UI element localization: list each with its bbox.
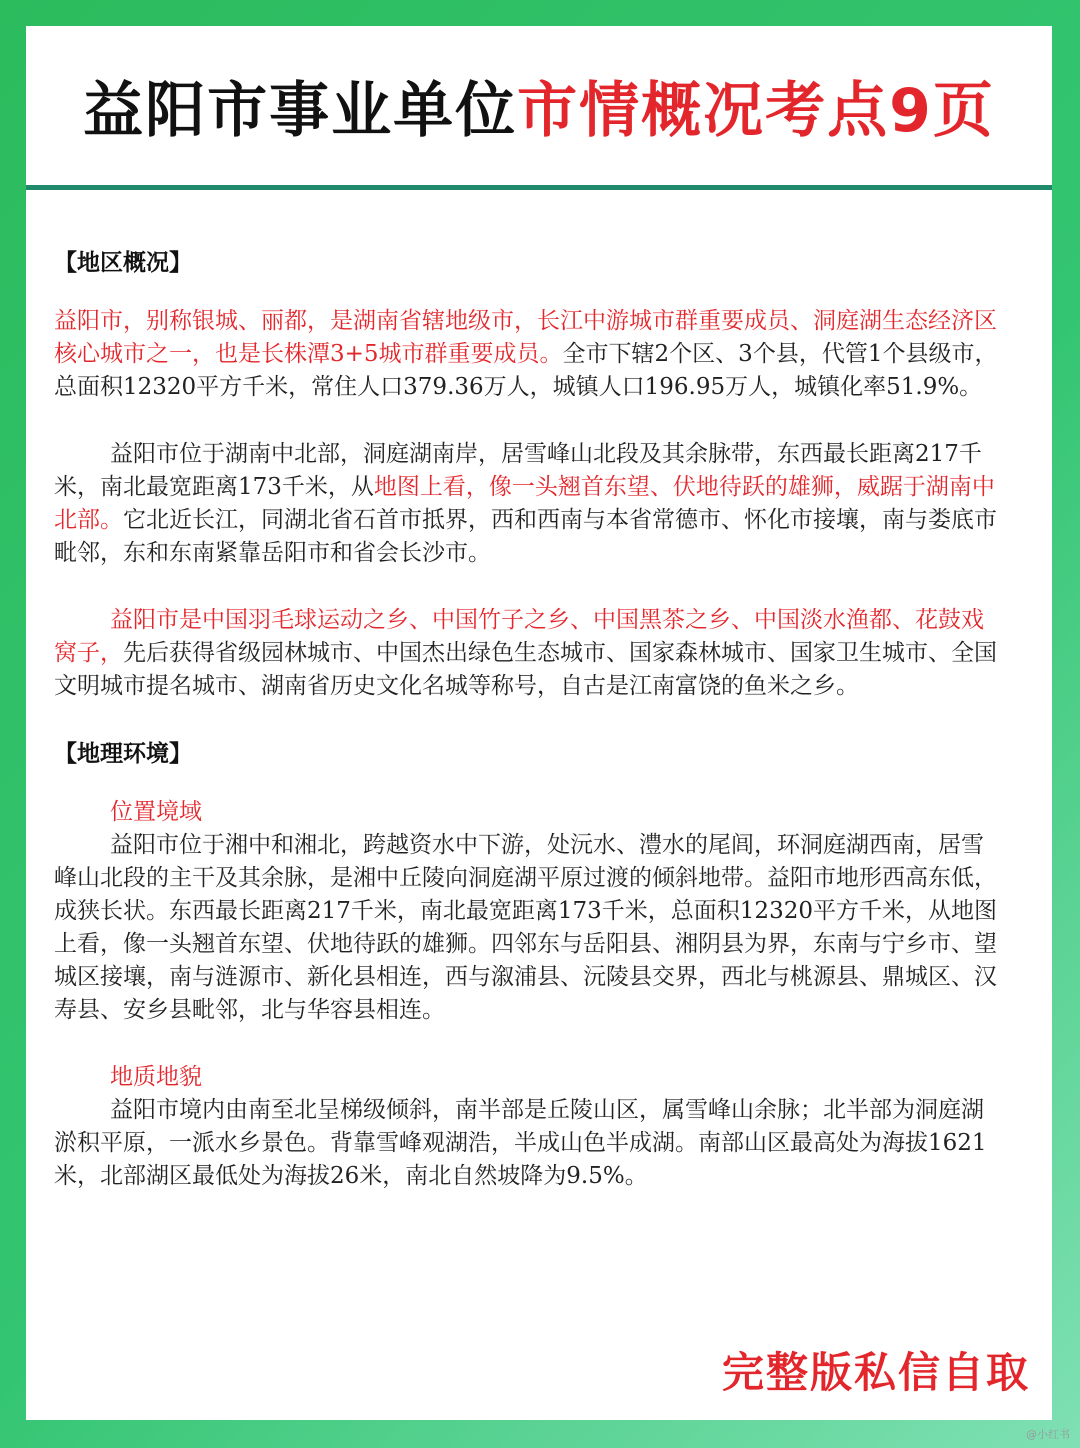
subheading-location: 位置境域	[110, 799, 202, 825]
article-body	[54, 226, 998, 1227]
paragraph-overview-3	[54, 604, 998, 703]
highlight-text: 益阳市是中国羽毛球运动之乡、中国竹子之乡、中国黑茶之乡、中国淡水渔都、花鼓戏窝子，	[54, 607, 984, 666]
title-main: 益阳市事业单位	[83, 75, 518, 146]
watermark: @小红书	[1026, 1428, 1070, 1441]
paragraph-landform: 益阳市境内由南至北呈梯级倾斜，南半部是丘陵山区，属雪峰山余脉；北半部为洞庭湖淤积平原，一派水乡景色。背靠雪峰观湖浩，半成山色半成湖。南部山区最高处为海拔1621米，北部湖区最低处为海拔26米，南北自然坡降为9.5%。	[54, 1097, 987, 1189]
highlight-text: 地图上看，像一头翘首东望、伏地待跃的雄狮，威踞于湖南中北部。	[54, 474, 995, 533]
section-heading-geography: 【地理环境】	[54, 740, 192, 767]
title-highlight: 市情概况考点9页	[517, 75, 995, 146]
body-text: 它北近长江，同湖北省石首市抵界，西和西南与本省常德市、怀化市接壤，南与娄底市毗邻，东和东南紧靠岳阳市和省会长沙市。	[54, 507, 997, 566]
body-text: 益阳市位于湖南中北部，洞庭湖南岸，居雪峰山北段及其余脉带，东西最长距离217千米，南北最宽距离173千米，从	[54, 441, 982, 500]
body-text: 全市下辖2个区、3个县，代管1个县级市，总面积12320平方千米，常住人口379.36万人，城镇人口196.95万人，城镇化率51.9%。	[54, 341, 998, 400]
paragraph-overview-1	[54, 305, 998, 404]
document-card	[26, 26, 1052, 1420]
body-text: 先后获得省级园林城市、中国杰出绿色生态城市、国家森林城市、国家卫生城市、全国文明城市提名城市、湖南省历史文化名城等称号，自古是江南富饶的鱼米之乡。	[54, 640, 997, 699]
paragraph-location: 益阳市位于湘中和湘北，跨越资水中下游，处沅水、澧水的尾闾，环洞庭湖西南，居雪峰山北段的主干及其余脉，是湘中丘陵向洞庭湖平原过渡的倾斜地带。益阳市地形西高东低，成狭长状。东西最长距离217千米，南北最宽距离173千米，总面积12320平方千米，从地图上看，像一头翘首东望、伏地待跃的雄狮。四邻东与岳阳县、湘阴县为界，东南与宁乡市、望城区接壤，南与涟源市、新化县相连，西与溆浦县、沅陵县交界，西北与桃源县、鼎城区、汉寿县、安乡县毗邻，北与华容县相连。	[54, 832, 997, 1023]
highlight-text: 益阳市，别称银城、丽都，是湖南省辖地级市，长江中游城市群重要成员、洞庭湖生态经济区核心城市之一，也是长株潭3+5城市群重要成员。	[54, 308, 997, 367]
paragraph-overview-2	[54, 438, 998, 570]
subheading-landform: 地质地貌	[110, 1064, 202, 1090]
footer-callout: 完整版私信自取	[721, 1348, 1030, 1397]
section-heading-region-overview: 【地区概况】	[54, 249, 192, 276]
page-title	[26, 26, 1052, 190]
